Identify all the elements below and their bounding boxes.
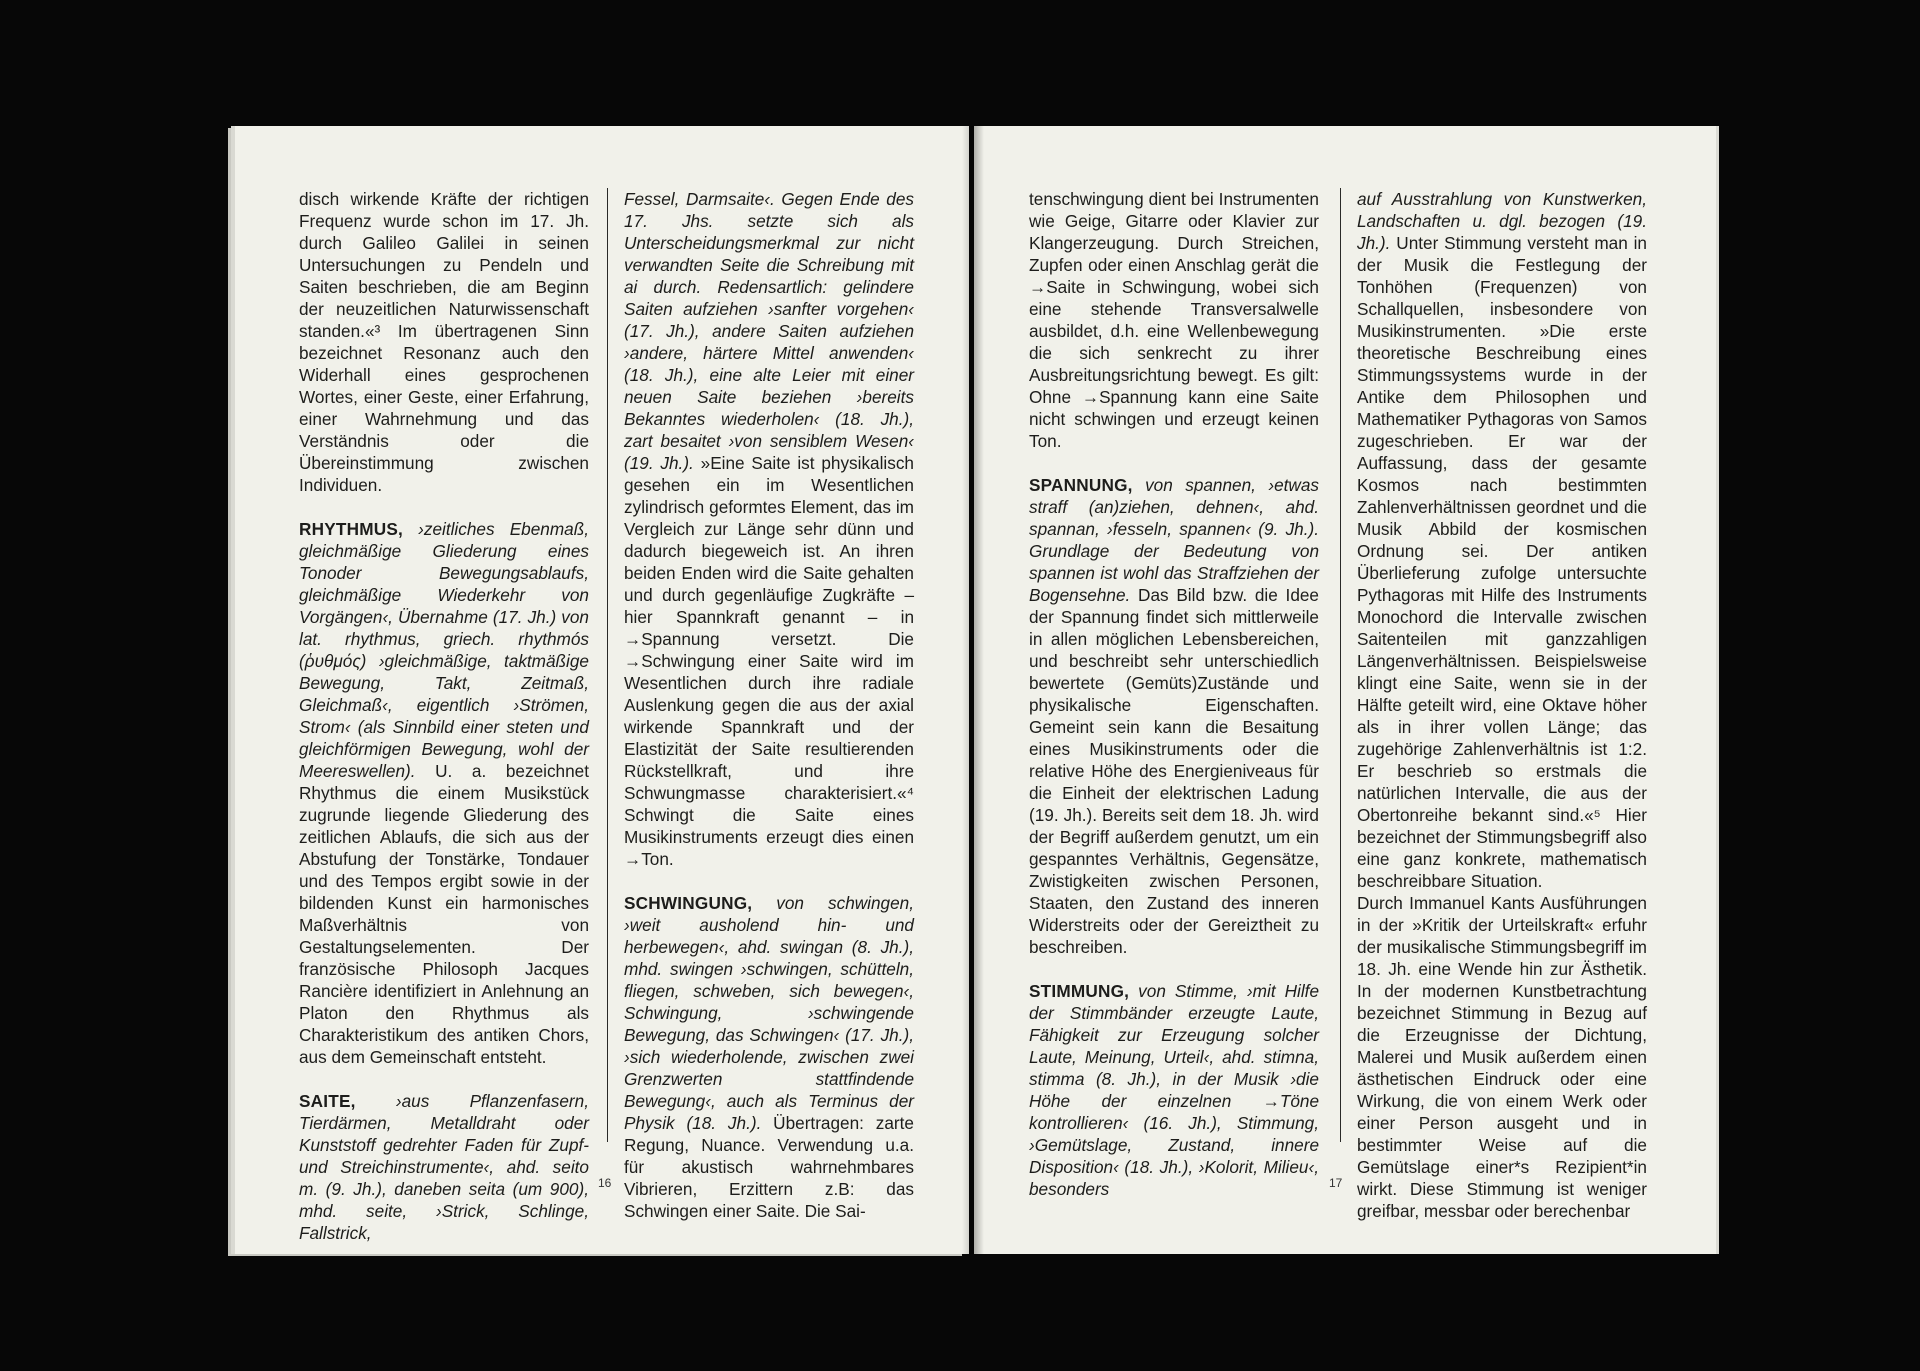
- left-column-2: [624, 188, 914, 1222]
- entry-body: Das Bild bzw. die Idee der Spannung findet sich mittlerweile in allen möglichen Lebensbereichen, und beschreibt sehr unterschiedlich bewertete (Gemüts)Zustände und physikalische Eigenschaften. Gemeint sein kann die Besaitung eines Musikinstruments oder die relative Höhe des Energieniveaus für die Einheit der elektrischen Ladung (19. Jh.). Bereits seit dem 18. Jh. wird der Begriff außerdem genutzt, um ein gespanntes Verhältnis, Gegensätze, Zwistigkeiten zwischen Personen, Staaten, den Zustand des inneren Widerstreits oder der Gereiztheit zu beschreiben.: [1029, 585, 1319, 957]
- stimmung-continuation: [1357, 188, 1647, 892]
- entry-rhythmus: [299, 518, 589, 1068]
- entry-etymology: auf Ausstrahlung von Kunstwerken, Landschaften u. dgl. bezogen (19. Jh.).: [1357, 189, 1647, 253]
- entry-term: STIMMUNG,: [1029, 981, 1130, 1001]
- column-divider: [607, 188, 608, 1142]
- stimmung-paragraph-2: [1357, 892, 1647, 1222]
- entry-body: Übertragen: zarte Regung, Nuance. Verwendung u.a. für akustisch wahrnehmbares Vibrieren, Erzittern z.B: das Schwingen einer Saite. Die Sai-: [624, 1113, 914, 1221]
- entry-etymology: ›zeitliches Ebenmaß, gleichmäßige Gliederung eines Tonoder Bewegungsablaufs, gleichmäßige Wiederkehr von Vorgängen‹, Übernahme (17. Jh.) von lat. rhythmus, griech. rhythmós (ῥυθμός) ›gleichmäßige, taktmäßige Bewegung, Takt, Zeitmaß, Gleichmaß‹, eigentlich ›Strömen, Strom‹ (als Sinnbild einer steten und gleichförmigen Bewegung, wohl der Meereswellen).: [299, 519, 589, 781]
- book-gutter: [962, 126, 984, 1254]
- entry-stimmung: [1029, 980, 1319, 1200]
- entry-saite: [299, 1090, 589, 1244]
- resonanz-continuation: [299, 188, 589, 496]
- paragraph-text: tenschwingung dient bei Instrumenten wie Geige, Gitarre oder Klavier zur Klangerzeugung. Durch Streichen, Zupfen oder einen Anschlag gerät die →Saite in Schwingung, wobei sich eine stehende Transversalwelle ausbildet, d.h. eine Wellenbewegung die sich senkrecht zu ihrer Ausbreitungsrichtung bewegt. Es gilt: Ohne →Spannung kann eine Saite nicht schwingen und erzeugt keinen Ton.: [1029, 189, 1319, 451]
- entry-body: Unter Stimmung versteht man in der Musik die Festlegung der Tonhöhen (Frequenzen) von Schallquellen, insbesondere von Musikinstrumenten. »Die erste theoretische Beschreibung eines Stimmungssystems wurde in der Antike dem Philosophen und Mathematiker Pythagoras von Samos zugeschrieben. Er war der Auffassung, dass der gesamte Kosmos nach bestimmten Zahlenverhältnissen geordnet und die Musik Abbild der kosmischen Ordnung sei. Der antiken Überlieferung zufolge untersuchte Pythagoras mit Hilfe des Instruments Monochord die Intervalle zwischen Saitenteilen mit ganzzahligen Längenverhältnissen. Beispielsweise klingt eine Saite, wenn sie in der Hälfte geteilt wird, eine Oktave höher als in ihrer vollen Länge; das zugehörige Zahlenverhältnis ist 1:2. Er beschrieb so erstmals die natürlichen Intervalle, die aus der Obertonreihe bekannt sind.«⁵ Hier bezeichnet der Stimmungsbegriff also eine ganz konkrete, mathematisch beschreibbare Situation.: [1357, 233, 1647, 891]
- entry-spannung: [1029, 474, 1319, 958]
- entry-etymology: ›aus Pflanzenfasern, Tierdärmen, Metalldraht oder Kunststoff gedrehter Faden für Zupf- und Streichinstrumente‹, ahd. seito m. (9. Jh.), daneben seita (um 900), mhd. seite, ›Strick, Schlinge, Fallstrick,: [299, 1091, 589, 1243]
- schwingung-continuation: [1029, 188, 1319, 452]
- entry-etymology: von Stimme, ›mit Hilfe der Stimmbänder erzeugte Laute, Fähigkeit zur Erzeugung solcher Laute, Meinung, Urteil‹, ahd. stimna, stimma (8. Jh.), in der Musik ›die Höhe der einzelnen →Töne kontrollieren‹ (16. Jh.), Stimmung, ›Gemütslage, Zustand, innere Disposition‹ (18. Jh.), ›Kolorit, Milieu‹, besonders: [1029, 981, 1319, 1199]
- entry-term: RHYTHMUS,: [299, 519, 403, 539]
- saite-continuation: [624, 188, 914, 870]
- paragraph-text: Durch Immanuel Kants Ausführungen in der »Kritik der Urteilskraft« erfuhr der musikalische Stimmungsbegriff im 18. Jh. eine Wende hin zur Ästhetik. In der modernen Kunstbetrachtung bezeichnet Stimmung in Bezug auf die Erzeugnisse der Dichtung, Malerei und Musik außerdem einen ästhetischen Eindruck oder eine Wirkung, die von einem Werk oder einer Person ausgeht und in bestimmter Weise auf die Gemütslage einer*s Rezipient*in wirkt. Diese Stimmung ist weniger greifbar, messbar oder berechenbar: [1357, 893, 1647, 1221]
- entry-etymology: Fessel, Darmsaite‹. Gegen Ende des 17. Jhs. setzte sich als Unterscheidungsmerkmal zur nicht verwandten Seite die Schreibung mit ai durch. Redensartlich: gelindere Saiten aufziehen ›sanfter vorgehen‹ (17. Jh.), andere Saiten aufziehen ›andere, härtere Mittel anwenden‹ (18. Jh.), eine alte Leier mit einer neuen Saite beziehen ›bereits Bekanntes wiederholen‹ (18. Jh.), zart besaitet ›von sensiblem Wesen‹ (19. Jh.).: [624, 189, 914, 473]
- entry-schwingung: [624, 892, 914, 1222]
- left-page: [235, 126, 969, 1254]
- entry-body: U. a. bezeichnet Rhythmus die einem Musikstück zugrunde liegende Gliederung des zeitlichen Ablaufs, die sich aus der Abstufung der Tonstärke, Tondauer und des Tempos ergibt sowie in der bildenden Kunst ein harmonisches Maßverhältnis von Gestaltungselementen. Der französische Philosoph Jacques Rancière identifiziert in Anlehnung an Platon den Rhythmus als Charakteristikum des antiken Chors, aus dem Gemeinschaft entsteht.: [299, 761, 589, 1067]
- entry-body: »Eine Saite ist physikalisch gesehen ein im Wesentlichen zylindrisch geformtes Element, das im Vergleich zur Länge sehr dünn und dadurch biegeweich ist. An ihren beiden Enden wird die Saite gehalten und durch gegenläufige Zugkräfte – hier Spannkraft genannt – in →Spannung versetzt. Die →Schwingung einer Saite wird im Wesentlichen durch ihre radiale Auslenkung gegen die aus der axial wirkende Spannkraft und der Elastizität der Saite resultierenden Rückstellkraft, und ihre Schwungmasse charakterisiert.«⁴ Schwingt die Saite eines Musikinstruments erzeugt dies einen →Ton.: [624, 453, 914, 869]
- entry-term: SAITE,: [299, 1091, 356, 1111]
- left-column-1: [299, 188, 589, 1244]
- entry-etymology: von schwingen, ›weit ausholend hin- und herbewegen‹, ahd. swingan (8. Jh.), mhd. swingen ›schwingen, schütteln, fliegen, schweben, sich bewegen‹, Schwingung, ›schwingende Bewegung, das Schwingen‹ (17. Jh.), ›sich wiederholende, zwischen zwei Grenzwerten stattfindende Bewegung‹, auch als Terminus der Physik (18. Jh.).: [624, 893, 914, 1133]
- right-column-2: [1357, 188, 1647, 1222]
- entry-term: SCHWINGUNG,: [624, 893, 753, 913]
- entry-etymology: von spannen, ›etwas straff (an)ziehen, dehnen‹, ahd. spannan, ›fesseln, spannen‹ (9. Jh.). Grundlage der Bedeutung von spannen ist wohl das Straffziehen der Bogensehne.: [1029, 475, 1319, 605]
- column-divider: [1340, 188, 1341, 1142]
- right-page: [974, 126, 1716, 1254]
- paragraph-text: disch wirkende Kräfte der richtigen Frequenz wurde schon im 17. Jh. durch Galileo Galilei in seinen Untersuchungen zu Pendeln und Saiten beschrieben, die am Beginn der neuzeitlichen Naturwissenschaft standen.«³ Im übertragenen Sinn bezeichnet Resonanz auch den Widerhall eines gesprochenen Wortes, einer Geste, einer Erfahrung, einer Wahrnehmung und das Verständnis oder die Übereinstimmung zwischen Individuen.: [299, 189, 589, 495]
- entry-term: SPANNUNG,: [1029, 475, 1133, 495]
- page-number: 16: [598, 1176, 612, 1190]
- right-column-1: [1029, 188, 1319, 1200]
- page-number: 17: [1329, 1176, 1343, 1190]
